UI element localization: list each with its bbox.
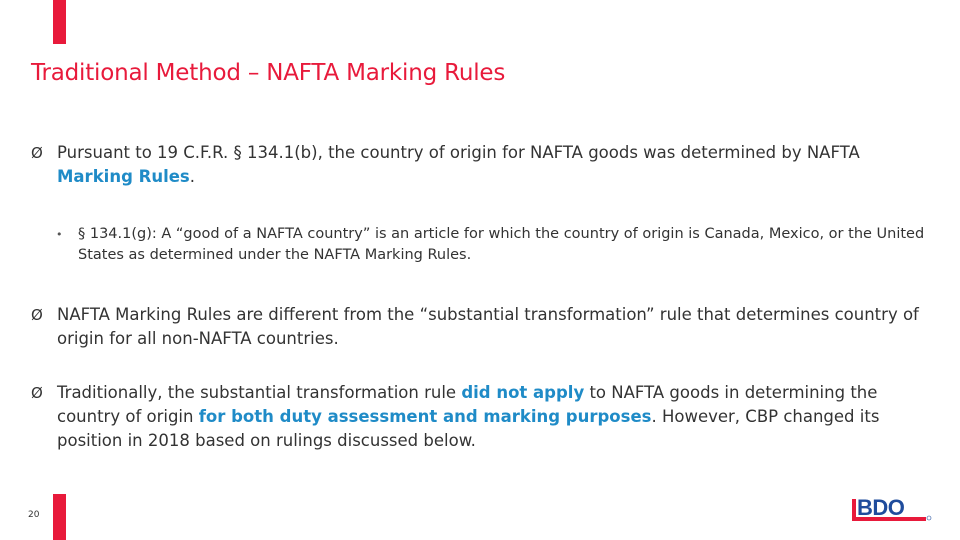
bullet-item-2 xyxy=(31,303,931,351)
sub-bullet-text: § 134.1(g): A “good of a NAFTA country” is an article for which the country of origin is Canada, Mexico, or the United States as determined under the NAFTA Marking Rules. xyxy=(78,226,925,263)
bullet-text-segment: to NAFTA goods in determining the country of origin xyxy=(57,383,878,426)
bullet-text-segment: . xyxy=(189,167,195,186)
bullet-text xyxy=(57,381,931,453)
bdo-logo xyxy=(852,493,932,521)
bullet-text xyxy=(57,141,931,189)
bottom-accent-bar xyxy=(53,494,66,540)
highlight-duty-marking: for both duty assessment and marking purposes xyxy=(198,407,652,426)
bullet-item-1 xyxy=(31,141,931,189)
bullet-text-segment: Pursuant to 19 C.F.R. § 134.1(b), the country of origin for NAFTA goods was determined by NAFTA xyxy=(57,143,860,162)
page-number: 20 xyxy=(28,510,40,520)
bullet-text-segment: Traditionally, the substantial transformation rule xyxy=(57,383,462,402)
arrow-bullet-icon: Ø xyxy=(31,306,43,324)
arrow-bullet-icon: Ø xyxy=(31,144,43,162)
bullet-text: NAFTA Marking Rules are different from the “substantial transformation” rule that determines country of origin for all non-NAFTA countries. xyxy=(57,305,919,348)
bullet-item-3 xyxy=(31,381,931,453)
dot-bullet-icon: • xyxy=(56,228,63,241)
arrow-bullet-icon: Ø xyxy=(31,384,43,402)
sub-bullet-item-1 xyxy=(56,224,926,266)
bdo-logo-text: BDO xyxy=(857,495,905,520)
slide-title: Traditional Method – NAFTA Marking Rules xyxy=(31,60,506,86)
top-accent-bar xyxy=(53,0,66,44)
highlight-did-not-apply: did not apply xyxy=(461,383,585,402)
highlight-marking-rules: Marking Rules xyxy=(57,167,190,186)
bullet-text-segment: . However, CBP changed its position in 2018 based on rulings discussed below. xyxy=(57,407,880,450)
